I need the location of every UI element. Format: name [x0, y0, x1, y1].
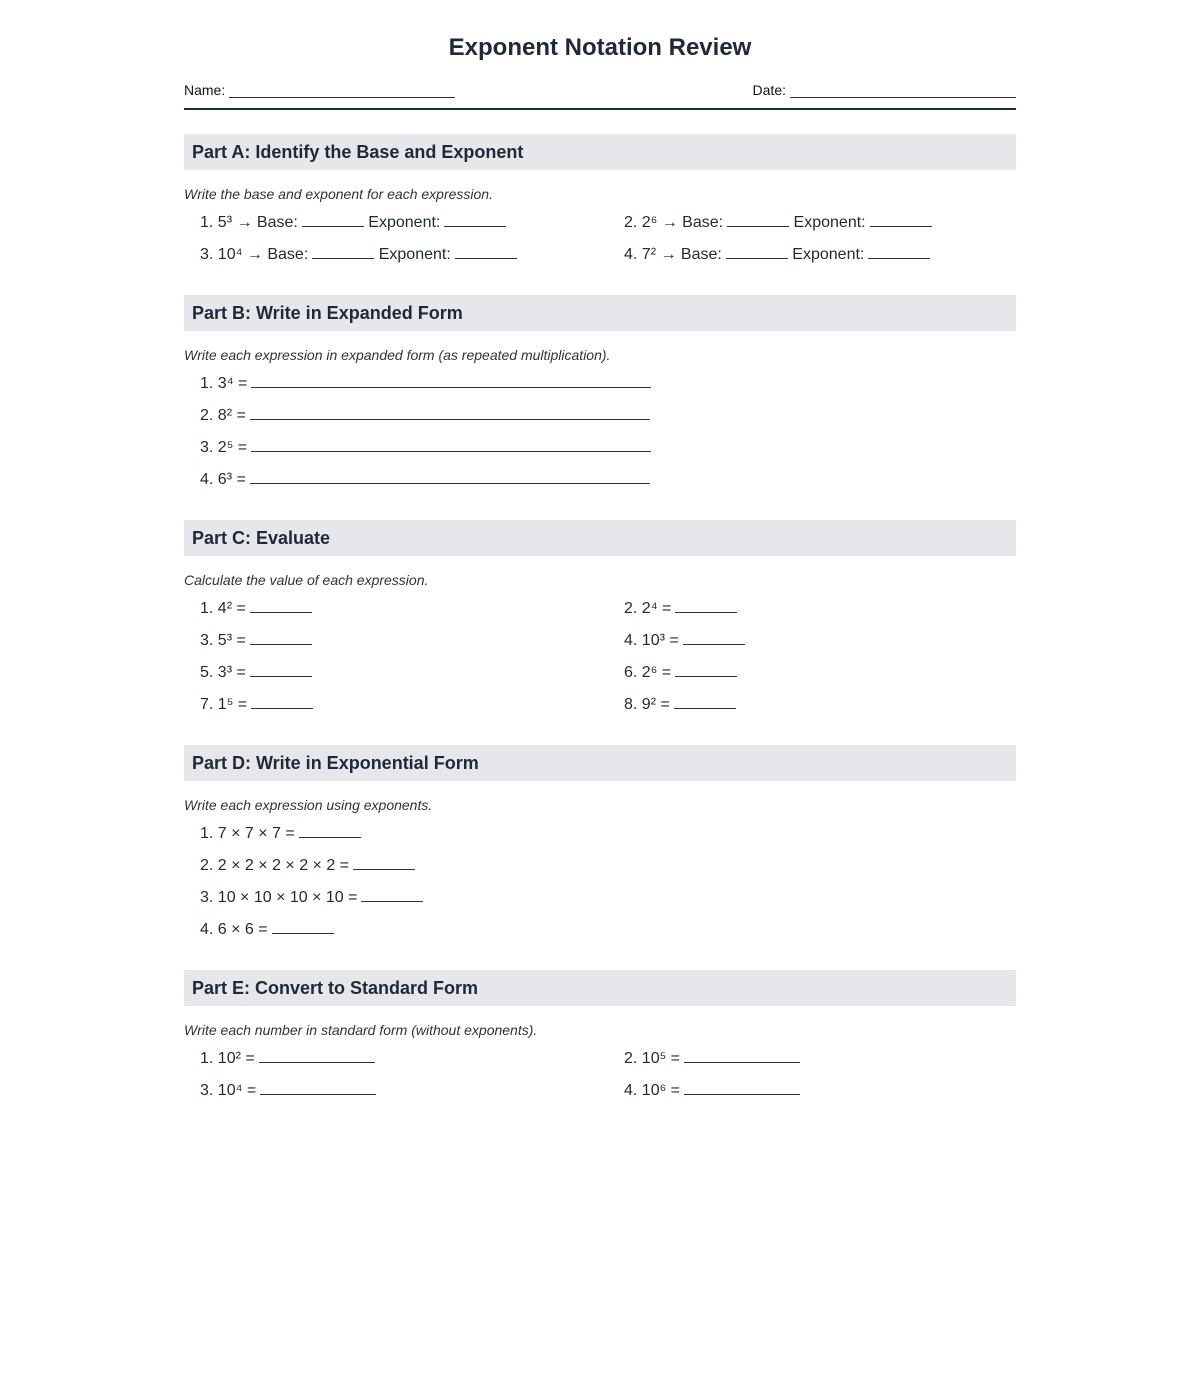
problem-prefix: 4. 10⁶ = — [624, 1082, 680, 1099]
part-c-title: Part C: Evaluate — [184, 520, 1016, 556]
problem — [624, 593, 1016, 625]
problem-prefix: 3. 5³ = — [200, 632, 246, 649]
answer-blank[interactable] — [259, 1048, 375, 1063]
answer-blank[interactable] — [250, 630, 312, 645]
date-label: Date: — [752, 82, 786, 98]
part-e-title: Part E: Convert to Standard Form — [184, 970, 1016, 1006]
answer-blank[interactable] — [312, 244, 374, 259]
problem-prefix: 3. 10 × 10 × 10 × 10 = — [200, 889, 358, 906]
part-b-title: Part B: Write in Expanded Form — [184, 295, 1016, 331]
problem — [200, 914, 1016, 946]
part-d-problems — [184, 818, 1016, 946]
part-c-problems — [184, 593, 1016, 721]
part-b-problems — [184, 368, 1016, 496]
answer-blank[interactable] — [302, 212, 364, 227]
problem — [200, 882, 1016, 914]
problem — [200, 464, 1016, 496]
answer-blank[interactable] — [272, 919, 334, 934]
problem — [200, 689, 624, 721]
exponent-label: Exponent: — [792, 246, 865, 263]
problem — [200, 657, 624, 689]
answer-blank[interactable] — [353, 855, 415, 870]
answer-blank[interactable] — [299, 823, 361, 838]
part-b-instructions: Write each expression in expanded form (as repeated multiplication). — [184, 347, 611, 363]
base-label: Base: — [680, 246, 722, 263]
problem-prefix: 2. 8² = — [200, 407, 246, 424]
answer-blank[interactable] — [455, 244, 517, 259]
problem-prefix: 5. 3³ = — [200, 664, 246, 681]
problem-prefix: 3. 2⁵ = — [200, 439, 248, 456]
answer-blank[interactable] — [444, 212, 506, 227]
problem — [624, 239, 1016, 271]
problem — [200, 818, 1016, 850]
answer-blank[interactable] — [250, 598, 312, 613]
problem-prefix: 1. 10² = — [200, 1050, 255, 1067]
problem — [200, 625, 624, 657]
problem-prefix: 3. 10⁴ → — [200, 246, 263, 263]
part-e-problems — [184, 1043, 1016, 1107]
answer-blank[interactable] — [684, 1080, 800, 1095]
problem — [200, 432, 1016, 464]
problem — [200, 207, 624, 239]
part-c-section — [184, 520, 1016, 721]
part-a-section — [184, 134, 1016, 271]
problem — [624, 207, 1016, 239]
exponent-label: Exponent: — [378, 246, 451, 263]
problem-prefix: 7. 1⁵ = — [200, 696, 248, 713]
problem-prefix: 4. 10³ = — [624, 632, 679, 649]
part-a-problems — [184, 207, 1016, 271]
problem — [624, 657, 1016, 689]
exponent-label: Exponent: — [368, 214, 441, 231]
part-c-instructions: Calculate the value of each expression. — [184, 572, 429, 588]
name-field — [184, 82, 455, 98]
problem-prefix: 4. 7² → — [624, 246, 677, 263]
part-a-title: Part A: Identify the Base and Exponent — [184, 134, 1016, 170]
part-d-title: Part D: Write in Exponential Form — [184, 745, 1016, 781]
answer-blank[interactable] — [675, 598, 737, 613]
part-e-instructions: Write each number in standard form (without exponents). — [184, 1022, 538, 1038]
answer-blank[interactable] — [870, 212, 932, 227]
problem — [200, 400, 1016, 432]
answer-blank[interactable] — [250, 469, 650, 484]
date-field — [753, 82, 1016, 98]
problem-prefix: 4. 6³ = — [200, 471, 246, 488]
problem-prefix: 8. 9² = — [624, 696, 670, 713]
part-d-section — [184, 745, 1016, 946]
answer-blank[interactable] — [251, 437, 651, 452]
date-blank[interactable] — [790, 83, 1016, 98]
problem — [200, 850, 1016, 882]
answer-blank[interactable] — [260, 1080, 376, 1095]
problem-prefix: 1. 3⁴ = — [200, 375, 248, 392]
problem-prefix: 2. 2⁶ → — [624, 214, 678, 231]
answer-blank[interactable] — [675, 662, 737, 677]
part-e-section — [184, 970, 1016, 1107]
answer-blank[interactable] — [250, 662, 312, 677]
problem — [624, 1043, 1016, 1075]
problem-prefix: 1. 5³ → — [200, 214, 253, 231]
problem — [200, 368, 1016, 400]
part-a-instructions: Write the base and exponent for each expression. — [184, 186, 493, 202]
part-d-instructions: Write each expression using exponents. — [184, 797, 433, 813]
answer-blank[interactable] — [251, 373, 651, 388]
worksheet-page — [184, 0, 1016, 1107]
answer-blank[interactable] — [251, 694, 313, 709]
answer-blank[interactable] — [868, 244, 930, 259]
problem-prefix: 2. 2⁴ = — [624, 600, 672, 617]
header-fields — [184, 82, 1016, 110]
problem-prefix: 1. 7 × 7 × 7 = — [200, 825, 295, 842]
answer-blank[interactable] — [684, 1048, 800, 1063]
base-label: Base: — [267, 246, 309, 263]
problem — [624, 625, 1016, 657]
answer-blank[interactable] — [727, 212, 789, 227]
worksheet-title: Exponent Notation Review — [448, 34, 752, 61]
answer-blank[interactable] — [683, 630, 745, 645]
problem — [624, 1075, 1016, 1107]
name-label: Name: — [184, 82, 226, 98]
answer-blank[interactable] — [726, 244, 788, 259]
problem-prefix: 1. 4² = — [200, 600, 246, 617]
problem — [624, 689, 1016, 721]
answer-blank[interactable] — [674, 694, 736, 709]
problem-prefix: 2. 2 × 2 × 2 × 2 × 2 = — [200, 857, 350, 874]
problem-prefix: 4. 6 × 6 = — [200, 921, 268, 938]
answer-blank[interactable] — [361, 887, 423, 902]
name-blank[interactable] — [229, 83, 455, 98]
problem-prefix: 6. 2⁶ = — [624, 664, 672, 681]
part-b-section — [184, 295, 1016, 496]
problem — [200, 1043, 624, 1075]
exponent-label: Exponent: — [793, 214, 866, 231]
problem — [200, 593, 624, 625]
problem — [200, 1075, 624, 1107]
problem-prefix: 3. 10⁴ = — [200, 1082, 257, 1099]
problem-prefix: 2. 10⁵ = — [624, 1050, 681, 1067]
answer-blank[interactable] — [250, 405, 650, 420]
base-label: Base: — [682, 214, 724, 231]
base-label: Base: — [256, 214, 298, 231]
problem — [200, 239, 624, 271]
